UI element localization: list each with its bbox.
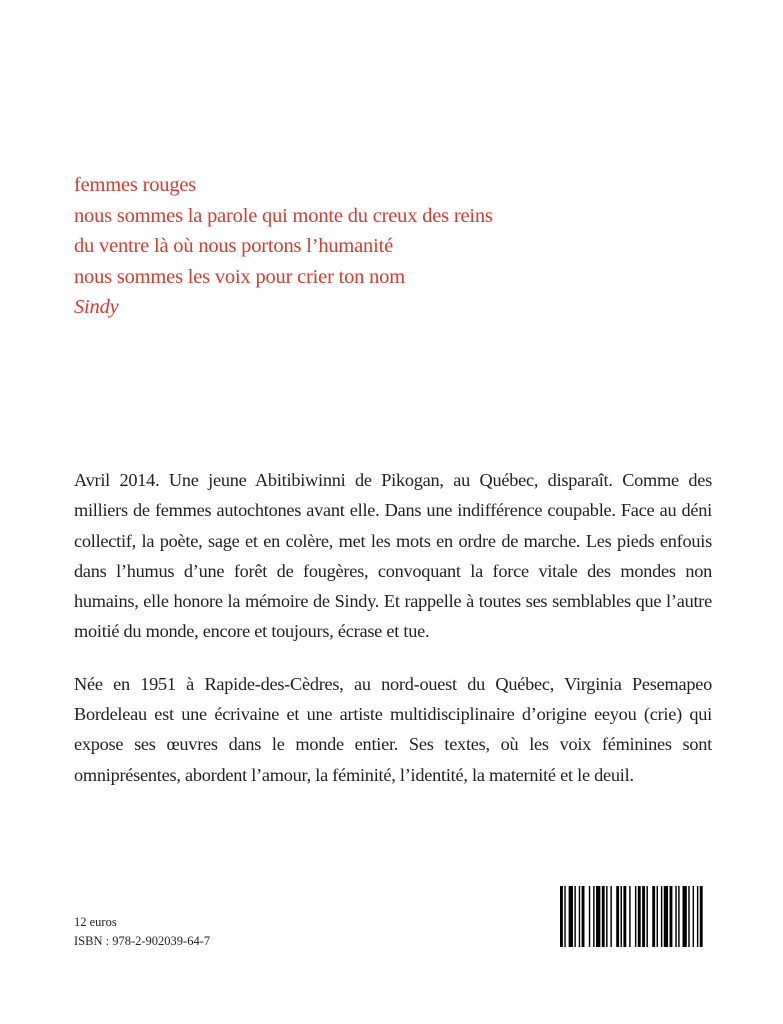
barcode-bar (670, 886, 673, 947)
barcode-bar (638, 886, 641, 947)
barcode-icon (560, 886, 707, 947)
summary-paragraph: Avril 2014. Une jeune Abitibiwinni de Pikogan, au Québec, disparaît. Comme des milliers de femmes autochtones avant elle. Dans une indifférence coupable. Face au déni collectif, la poète, sage et en colère, met les mots en ordre de marche. Les pieds enfouis dans l’humus d’une forêt de fougères, convoquant la force vitale des mondes non humains, elle honore la mémoire de Sindy. Et rappelle à toutes ses semblables que l’autre moitié du monde, encore et toujours, écrase et tue. (74, 470, 712, 642)
barcode-bar (642, 886, 645, 947)
epigraph (74, 170, 714, 323)
barcode-bar (616, 886, 619, 947)
barcode-bar (574, 886, 575, 947)
barcode-bar (579, 886, 580, 947)
barcode-bar (582, 886, 585, 947)
epigraph-line: nous sommes les voix pour crier ton nom (74, 265, 405, 288)
barcode-bar (700, 886, 703, 947)
barcode-bar (678, 886, 679, 947)
barcode-bar (593, 886, 594, 947)
barcode-bar (675, 886, 676, 947)
epigraph-line: du ventre là où nous portons l’humanité (74, 235, 393, 258)
epigraph-name: Sindy (74, 296, 119, 319)
barcode-bar (629, 886, 630, 947)
barcode-bar (664, 886, 668, 947)
price-label: 12 euros (74, 915, 117, 929)
barcode-bar (688, 886, 689, 947)
barcode-bar (610, 886, 611, 947)
back-cover-blurb (74, 465, 712, 812)
barcode-bar (606, 886, 607, 947)
barcode-bar (623, 886, 626, 947)
barcode-bar (621, 886, 622, 947)
barcode-bar (646, 886, 647, 947)
price-block (74, 913, 210, 950)
barcode-bar (564, 886, 565, 947)
barcode-bar (560, 886, 563, 947)
barcode-bar (693, 886, 694, 947)
barcode-bar (596, 886, 600, 947)
barcode-bar (652, 886, 655, 947)
barcode-bar (602, 886, 605, 947)
barcode-bar (661, 886, 662, 947)
barcode-bar (589, 886, 590, 947)
barcode-bar (635, 886, 636, 947)
barcode-bar (697, 886, 698, 947)
barcode-bar (569, 886, 573, 947)
epigraph-line: femmes rouges (74, 174, 197, 196)
isbn-label: ISBN : 978-2-902039-64-7 (74, 933, 211, 948)
author-bio-paragraph: Née en 1951 à Rapide-des-Cèdres, au nord-ouest du Québec, Virginia Pesemapeo Bordeleau est une écrivaine et une artiste multidisciplinaire d’origine eeyou (crie) qui expose ses œuvres dans le monde entier. Ses textes, où les voix féminines sont omniprésentes, abordent l’amour, la féminité, l’identité, la maternité et le deuil. (74, 673, 712, 785)
epigraph-line: nous sommes la parole qui monte du creux des reins (74, 204, 493, 227)
barcode-bar (657, 886, 658, 947)
barcode-bar (683, 886, 687, 947)
